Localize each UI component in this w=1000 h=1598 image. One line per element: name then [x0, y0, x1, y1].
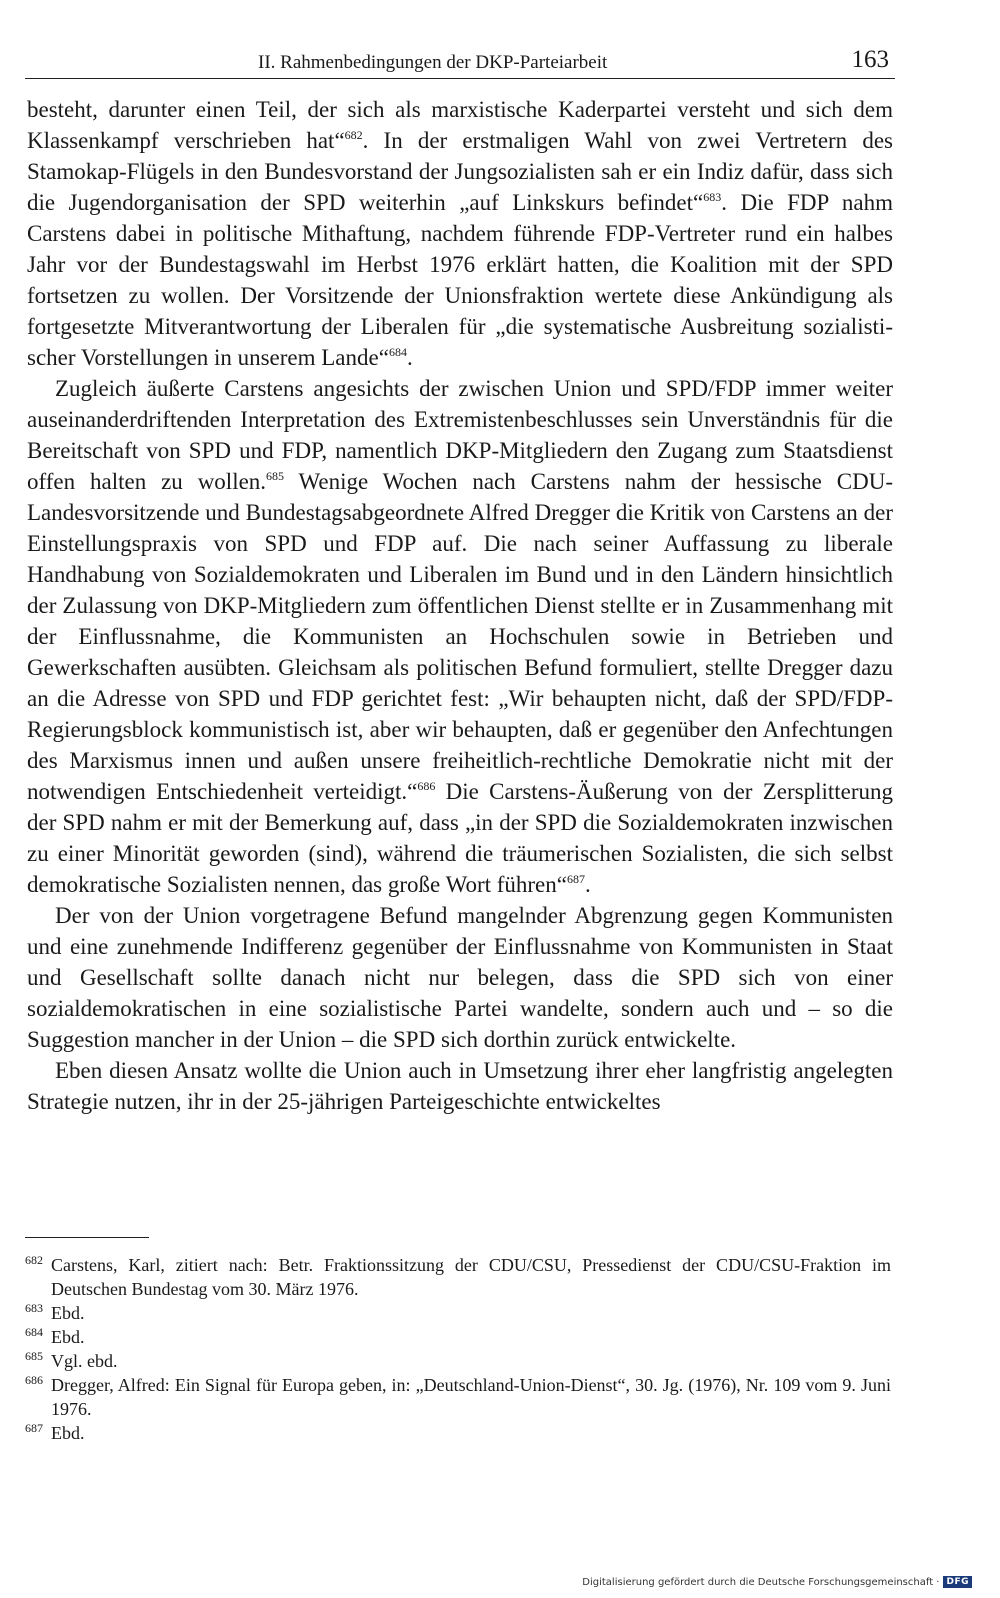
dfg-logo-icon: DFG	[943, 1576, 972, 1588]
footnote	[25, 1421, 891, 1445]
paragraph-text: Wenige Wochen nach Carstens nahm der hessische CDU-Landesvorsitzende und Bundestagsabgeordnete Alfred Dregger die Kritik von Carstens an der Einstellungspraxis von SPD und FDP auf. Die nach seiner Auffassung zu liberale Handhabung von Sozialdemokraten und Liberalen im Bund und in den Ländern hinsichtlich der Zulassung von DKP-Mitgliedern zum öffentlichen Dienst stellte er in Zusammenhang mit der Einflussnahme, die Kommunisten an Hochschulen sowie in Betrieben und Gewerkschaften ausübten. Gleichsam als politischen Befund formuliert, stellte Dregger dazu an die Adresse von SPD und FDP gerichtet fest: „Wir behaupten nicht, daß der SPD/FDP-Regierungsblock kommunistisch ist, aber wir behaupten, daß er gegenüber den Anfechtungen des Marxismus innen und außen unsere freiheitlich-rechtliche Demokratie nicht mit der notwendigen Entschiedenheit verteidigt.“	[27, 469, 893, 804]
paragraph-text: . In der erstmaligen Wahl von zwei Vertretern des Stamokap-Flügels in den Bundesvorstand der Jungsozialisten sah er ein Indiz dafür, dass sich die Jugendorganisation der SPD weiterhin „auf Linkskurs befindet“	[27, 128, 893, 215]
footnote-ref: 684	[388, 345, 407, 359]
footnote-number: 684	[25, 1325, 43, 1339]
footnotes	[25, 1253, 891, 1445]
body-text	[27, 94, 893, 1117]
footnote-number: 682	[25, 1253, 43, 1267]
paragraph-text: . Die FDP nahm Carstens dabei in politische Mithaftung, nachdem führende FDP-Vertreter rund ein halbes Jahr vor der Bundestagswahl im Herbst 1976 erklärt hatten, die Koalition mit der SPD fortsetzen zu wollen. Der Vorsitzende der Unionsfraktion wertete diese Ankündigung als fortgesetzte Mitverantwortung der Liberalen für „die systematische Ausbreitung sozialistischer Vorstellungen in unserem Lande“	[27, 190, 893, 370]
footnote-text: Dregger, Alfred: Ein Signal für Europa geben, in: „Deutschland-Union-Dienst“, 30. Jg. (1976), Nr. 109 vom 9. Juni 1976.	[51, 1375, 891, 1419]
footnote-number: 686	[25, 1373, 43, 1387]
footnote-ref: 686	[417, 779, 436, 793]
paragraph-text: Zugleich äußerte Carstens angesichts der zwischen Union und SPD/FDP immer weiter auseinanderdriftenden Interpretation des Extremistenbeschlusses sein Unverständnis für die Bereitschaft von SPD und FDP, namentlich DKP-Mitgliedern den Zugang zum Staatsdienst offen halten zu wollen.	[27, 376, 893, 494]
footnote-number: 685	[25, 1349, 43, 1363]
footnote	[25, 1253, 891, 1301]
paragraph-text: .	[406, 345, 413, 370]
footnote-text: Vgl. ebd.	[51, 1351, 118, 1371]
paragraph-3: Der von der Union vorgetragene Befund mangelnder Abgrenzung gegen Kommunisten und eine zunehmende Indifferenz gegenüber der Einflussnahme von Kommunisten in Staat und Gesellschaft sollte danach nicht nur belegen, dass die SPD sich von einer sozialdemokratischen in eine sozialistische Partei wandelte, sondern auch und – so die Suggestion mancher in der Union – die SPD sich dorthin zurück entwickelte.	[27, 903, 893, 1052]
paragraph-text: besteht, darunter einen Teil, der sich als marxistische Kaderpartei versteht und sich dem Klassenkampf verschrieben hat“	[27, 97, 893, 153]
paragraph-text: Die Carstens-Äußerung von der Zersplitterung der SPD nahm er mit der Bemerkung auf, dass „in der SPD die Sozialdemokraten inzwischen zu einer Minorität geworden (sind), während die träumerischen Sozialisten, die sich selbst demokratische Sozialisten nennen, das große Wort führen“	[27, 779, 894, 897]
footnote-ref: 687	[566, 872, 585, 886]
paragraph-2	[27, 373, 893, 900]
footnote	[25, 1325, 891, 1349]
digitization-footer	[582, 1576, 972, 1588]
footnote-number: 683	[25, 1301, 43, 1315]
footnote-ref: 683	[703, 190, 722, 204]
paragraph-text: .	[584, 872, 591, 897]
footnote-number: 687	[25, 1421, 43, 1435]
running-header-title: II. Rahmenbedingungen der DKP-Parteiarbeit	[258, 52, 608, 73]
footnote-ref: 685	[266, 469, 285, 483]
funding-note: Digitalisierung gefördert durch die Deutsche Forschungsgemeinschaft ·	[582, 1576, 940, 1588]
footnote	[25, 1349, 891, 1373]
footnote-text: Ebd.	[51, 1327, 85, 1347]
paragraph-1	[27, 94, 893, 373]
paragraph-4: Eben diesen Ansatz wollte die Union auch in Umsetzung ihrer eher langfristig angelegten Strategie nutzen, ihr in der 25-jährigen Parteigeschichte entwickeltes	[27, 1058, 893, 1114]
page-number: 163	[851, 46, 889, 73]
footnote-divider	[25, 1237, 149, 1238]
footnote-text: Carstens, Karl, zitiert nach: Betr. Fraktionssitzung der CDU/CSU, Pressedienst der CDU/CSU-Fraktion im Deutschen Bundestag vom 30. März 1976.	[51, 1255, 891, 1299]
footnote-text: Ebd.	[51, 1423, 85, 1443]
footnote-text: Ebd.	[51, 1303, 85, 1323]
running-header	[25, 44, 895, 79]
footnote	[25, 1373, 891, 1421]
footnote	[25, 1301, 891, 1325]
footnote-ref: 682	[344, 128, 363, 142]
